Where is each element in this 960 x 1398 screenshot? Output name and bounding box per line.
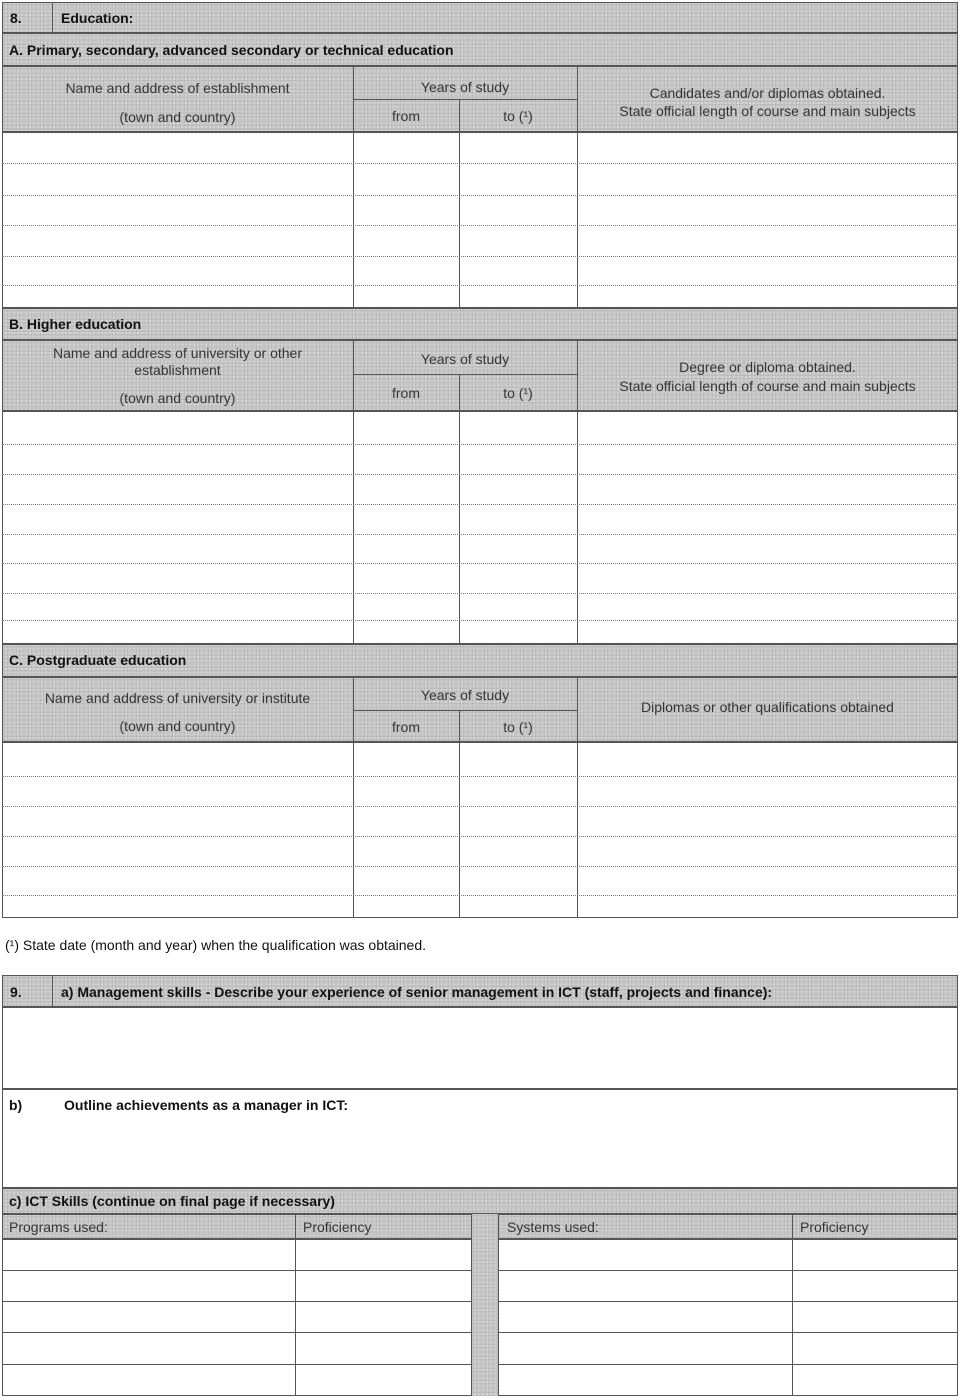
section-a-col-diplomas: Candidates and/or diplomas obtained. [649,85,886,101]
section-c-title: C. Postgraduate education [9,652,187,668]
programs-used-header: Programs used: [9,1219,108,1235]
section-b-col-name-2: establishment [134,362,221,378]
section-c-col-name-sub: (town and country) [119,718,236,734]
section-b-col-name-sub: (town and country) [119,390,236,406]
section-a-col-name-sub: (town and country) [119,109,236,125]
section-b-title-bar [2,308,958,340]
achievements-text: Outline achievements as a manager in ICT: [64,1097,348,1113]
section-8-title: Education: [61,10,134,26]
section-c-col-name: Name and address of university or institute [44,690,311,706]
section-8-number: 8. [10,10,22,26]
section-a-col-name: Name and address of establishment [65,80,290,96]
section-a-to: to (¹) [503,108,533,124]
ict-skills-title: c) ICT Skills (continue on final page if necessary) [9,1193,335,1209]
systems-used-header: Systems used: [507,1219,599,1235]
achievements-label: b) [9,1097,23,1113]
management-skills-title: a) Management skills - Describe your experience of senior management in ICT (staff, projects and finance): [61,984,773,1000]
section-a-title: A. Primary, secondary, advanced secondary or technical education [9,42,454,58]
section-b-title: B. Higher education [9,316,142,332]
section-a-years: Years of study [420,79,510,95]
section-8-header [2,2,958,33]
section-c-to: to (¹) [503,719,533,735]
section-c-years: Years of study [420,687,510,703]
section-a-col-diplomas-sub: State official length of course and main subjects [619,103,916,119]
ict-skills-separator [471,1214,499,1396]
proficiency-header-1: Proficiency [303,1219,372,1235]
section-b-col-degree: Degree or diploma obtained. [679,359,856,375]
section-b-body[interactable] [2,411,958,644]
management-skills-field[interactable] [2,1007,958,1089]
section-b-from: from [392,385,420,401]
section-a-body[interactable] [2,132,958,308]
section-b-col-degree-sub: State official length of course and main subjects [619,378,916,394]
section-b-to: to (¹) [503,385,533,401]
section-c-body[interactable] [2,742,958,918]
section-b-col-name: Name and address of university or other [52,345,302,361]
section-9-number: 9. [10,984,22,1000]
section-c-from: from [392,719,420,735]
section-c-col-diplomas: Diplomas or other qualifications obtained [641,699,894,715]
footnote: (¹) State date (month and year) when the qualification was obtained. [5,937,427,953]
section-a-from: from [392,108,420,124]
section-b-years: Years of study [420,351,510,367]
proficiency-header-2: Proficiency [800,1219,869,1235]
